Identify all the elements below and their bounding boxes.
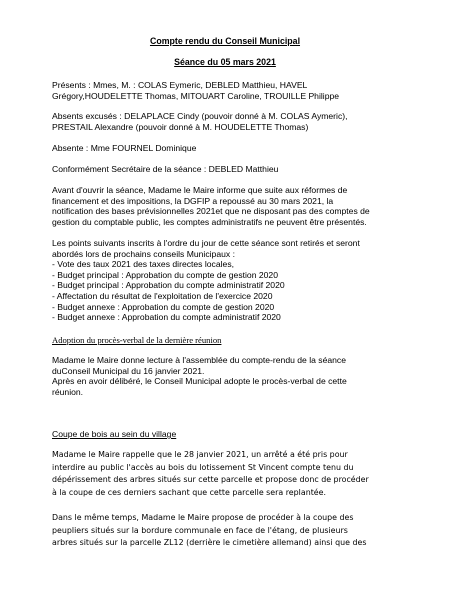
text-line: Conformément Secrétaire de la séance : DEBLED Matthieu xyxy=(52,164,279,174)
text-line: Avant d'ouvrir la séance, Madame le Maire informe que suite aux réformes de xyxy=(52,185,348,195)
coupe-bois-paragraph-2 xyxy=(52,512,408,550)
points-paragraph xyxy=(52,238,408,323)
section-heading-coupe-bois: Coupe de bois au sein du village xyxy=(52,429,177,439)
text-line: Madame le Maire donne lecture à l'assemblée du compte-rendu de la séance xyxy=(52,355,346,365)
list-item: - Budget principal : Approbation du compte de gestion 2020 xyxy=(52,269,278,280)
text-line: Absents excusés : DELAPLACE Cindy (pouvoir donné à M. COLAS Aymeric), xyxy=(52,111,348,121)
text-line: abordés lors de prochains conseils Municipaux : xyxy=(52,248,235,259)
coupe-bois-paragraph-1 xyxy=(52,449,408,499)
list-item: - Vote des taux 2021 des taxes directes locales, xyxy=(52,259,235,270)
proces-verbal-paragraph xyxy=(52,355,408,397)
text-line: Absente : Mme FOURNEL Dominique xyxy=(52,143,197,153)
text-line: Madame le Maire rappelle que le 28 janvier 2021, un arrêté a été pris pour xyxy=(52,450,348,459)
list-item: - Affectation du résultat de l'exploitation de l'exercice 2020 xyxy=(52,290,273,301)
text-line: interdire au public l'accès au bois du lotissement St Vincent compte tenu du xyxy=(52,462,354,472)
list-item: - Budget principal : Approbation du compte administratif 2020 xyxy=(52,280,285,291)
text-line: Présents : Mmes, M. : COLAS Eymeric, DEBLED Matthieu, HAVEL xyxy=(52,80,308,90)
text-line: Grégory,HOUDELETTE Thomas, MITOUART Caroline, TROUILLE Philippe xyxy=(52,90,340,101)
text-line: Dans le même temps, Madame le Maire propose de procéder à la coupe des xyxy=(52,513,354,522)
text-line: financement et des impositions, la DGFIP a repoussé au 30 mars 2021, la xyxy=(52,195,334,206)
text-line: duConseil Municipal du 16 janvier 2021. xyxy=(52,365,205,376)
intro-paragraph xyxy=(52,185,408,227)
text-line: PRESTAIL Alexandre (pouvoir donné à M. HOUDELETTE Thomas) xyxy=(52,121,309,132)
text-line: notification des bases prévisionnelles 2021et que ne disposant pas des comptes de xyxy=(52,206,370,217)
text-line: réunion. xyxy=(52,386,84,397)
text-line: Après en avoir délibéré, le Conseil Municipal adopte le procès-verbal de cette xyxy=(52,376,347,387)
secretaire-line xyxy=(52,164,408,175)
document-title: Compte rendu du Conseil Municipal xyxy=(149,36,301,46)
text-line: à la coupe de ces derniers sachant que cette parcelle sera replantée. xyxy=(52,487,327,497)
text-line: peupliers situés sur la bordure communale en face de l'étang, de plusieurs xyxy=(52,525,348,535)
list-item: - Budget annexe : Approbation du compte de gestion 2020 xyxy=(52,301,275,312)
text-line: gestion du comptable public, les comptes administratifs ne peuvent être présentés. xyxy=(52,216,367,227)
section-heading-proces-verbal: Adoption du procès-verbal de la dernière réunion xyxy=(52,335,222,345)
session-date: Séance du 05 mars 2021 xyxy=(174,57,276,67)
excuses-paragraph xyxy=(52,111,408,132)
text-line: dépérissement des arbres situés sur cette parcelle et propose donc de procéder xyxy=(52,475,369,485)
text-line: arbres situés sur la parcelle ZL12 (derrière le cimetière allemand) ainsi que des xyxy=(52,538,367,548)
absente-line xyxy=(52,143,408,154)
presents-paragraph xyxy=(52,80,408,101)
text-line: Les points suivants inscrits à l'ordre du jour de cette séance sont retirés et seront xyxy=(52,238,360,248)
list-item: - Budget annexe : Approbation du compte administratif 2020 xyxy=(52,312,281,323)
